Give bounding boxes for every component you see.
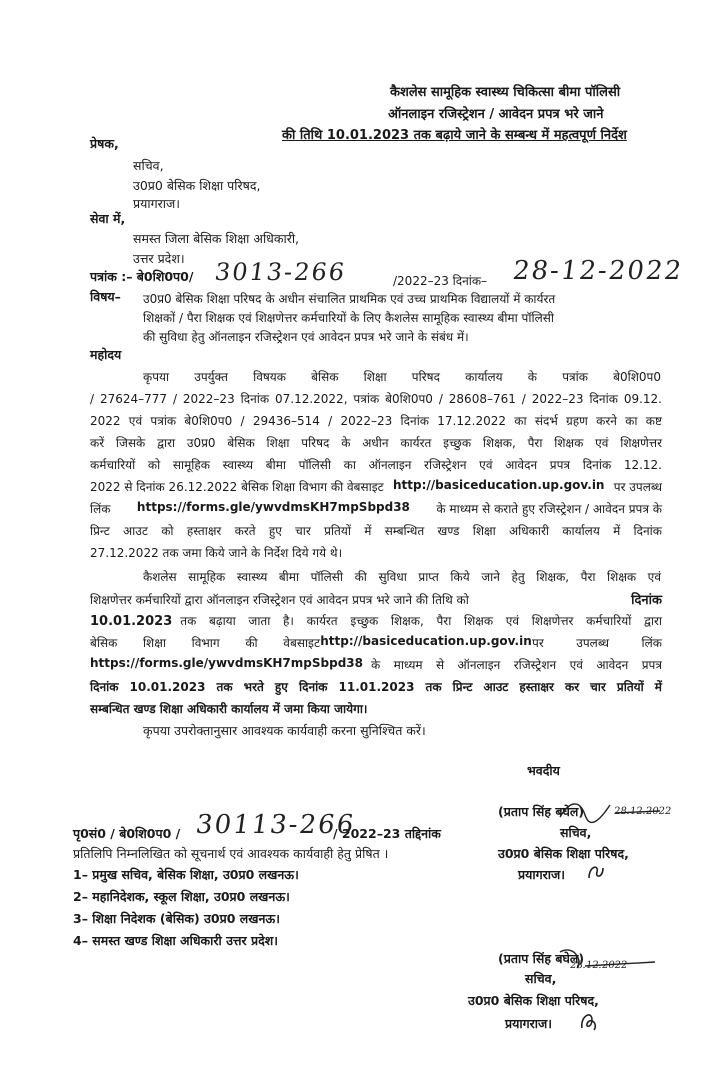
heading-line-2: ऑनलाइन रजिस्ट्रेशन / आवेदन प्रपत्र भरे जाने bbox=[388, 107, 604, 122]
para1-line-3: 2022 एवं पत्रांक बे0शि0प0 / 29436–514 / 2022–23 दिनांक 17.12.2022 का संदर्भ ग्रहण करने का कष्ट bbox=[90, 414, 662, 428]
signatory-name: (प्रताप सिंह बघेल) bbox=[498, 804, 585, 819]
para1-line-6-a: 2022 से दिनांक 26.12.2022 बेसिक शिक्षा विभाग की वेबसाइट bbox=[90, 480, 384, 494]
para1-line-7 bbox=[90, 500, 662, 517]
signatory-title-2: सचिव, bbox=[525, 971, 557, 986]
recipient-line-1: समस्त जिला बेसिक शिक्षा अधिकारी, bbox=[133, 231, 300, 246]
copy-number-handwritten: 30113-266 bbox=[193, 810, 358, 840]
recipient-line-2: उत्तर प्रदेश। bbox=[133, 251, 185, 266]
para2-line-4-b: पर उपलब्ध लिंक bbox=[532, 636, 662, 650]
para1-line-6-b: पर उपलब्ध bbox=[613, 480, 662, 494]
signature-date-2: 28.12.2022 bbox=[569, 960, 629, 971]
copy-prefix: पृ0सं0 / बे0शि0प0 / bbox=[73, 826, 181, 841]
form-link-2[interactable]: https://forms.gle/ywvdmsKH7mpSbpd38 bbox=[90, 656, 363, 670]
form-link[interactable]: https://forms.gle/ywvdmsKH7mpSbpd38 bbox=[136, 500, 410, 514]
para1-line-8: प्रिन्ट आउट को हस्ताक्षर करते हुए चार प्रतियों में सम्बन्धित खण्ड शिक्षा अधिकारी कार्यालय में दिनांक bbox=[90, 524, 662, 538]
signatory-title: सचिव, bbox=[560, 825, 592, 840]
subject-line-1: उ0प्र0 बेसिक शिक्षा परिषद के अधीन संचालित प्राथमिक एवं उच्च प्राथमिक विद्यालयों में कार्यरत bbox=[143, 292, 556, 306]
para1-line-9: 27.12.2022 तक जमा किये जाने के निर्देश दिये गये थे। bbox=[90, 546, 343, 560]
para2-line-4-a: बेसिक शिक्षा विभाग की वेबसाइट bbox=[90, 636, 320, 650]
subject-line-2: शिक्षकों / पैरा शिक्षक एवं शिक्षणेत्तर कर्मचारियों के लिए कैशलेस सामूहिक स्वास्थ्य बीमा पॉलिसी bbox=[143, 311, 554, 325]
para2-line-1: कैशलेस सामूहिक स्वास्थ्य बीमा पॉलिसी की सुविधा प्राप्त किये जाने हेतु शिक्षक, पैरा शिक्षक एवं bbox=[143, 570, 661, 584]
copy-item-3: 3– शिक्षा निदेशक (बेसिक) उ0प्र0 लखनऊ। bbox=[73, 911, 280, 926]
subject-line-3: की सुविधा हेतु ऑनलाइन रजिस्ट्रेशन एवं आवेदन प्रपत्र भरे जाने के संबंध में। bbox=[143, 330, 469, 344]
para1-line-7-a: लिंक bbox=[90, 502, 111, 516]
signature-date-1: 28.12.2022 bbox=[613, 806, 673, 817]
para2-line-3 bbox=[90, 612, 662, 629]
copy-intro: प्रतिलिपि निम्नलिखित को सूचनार्थ एवं आवश्यक कार्यवाही हेतु प्रेषित । bbox=[73, 846, 389, 861]
para1-line-2: / 27624–777 / 2022–23 दिनांक 07.12.2022, पत्रांक बे0शि0प0 / 28608–761 / 2022–23 दिनांक 09.12. bbox=[90, 392, 662, 406]
signatory-city-2: प्रयागराज। bbox=[505, 1016, 553, 1031]
recipient-label: सेवा में, bbox=[90, 211, 126, 226]
para2-line-3-a: 10.01.2023 bbox=[90, 614, 173, 629]
sender-line-2: उ0प्र0 बेसिक शिक्षा परिषद, bbox=[133, 178, 261, 193]
signatory-city: प्रयागराज। bbox=[518, 867, 566, 882]
initial-mark-2 bbox=[578, 1008, 600, 1032]
para1-line-5: कर्मचारियों को सामूहिक स्वास्थ्य बीमा पॉलिसी का ऑनलाइन रजिस्ट्रेशन एवं आवेदन प्रपत्र दिनांक 12.12. bbox=[90, 458, 662, 472]
initial-mark-1 bbox=[585, 860, 607, 882]
signatory-org-2: उ0प्र0 बेसिक शिक्षा परिषद, bbox=[468, 993, 599, 1008]
para2-line-5 bbox=[90, 656, 662, 673]
copy-item-4: 4– समस्त खण्ड शिक्षा अधिकारी उत्तर प्रदेश। bbox=[73, 933, 279, 948]
salutation: महोदय bbox=[90, 347, 122, 362]
closing: भवदीय bbox=[527, 763, 560, 778]
para2-line-4 bbox=[90, 634, 662, 651]
para2-line-6: दिनांक 10.01.2023 तक भरते हुए दिनांक 11.01.2023 तक प्रिन्ट आउट हस्ताक्षर कर चार प्रतियों में bbox=[90, 680, 662, 694]
signatory-org: उ0प्र0 बेसिक शिक्षा परिषद, bbox=[498, 846, 629, 861]
ref-date-handwritten: 28-12-2022 bbox=[510, 256, 686, 286]
para2-line-2 bbox=[90, 590, 662, 608]
para1-line-4: करें जिसके द्वारा उ0प्र0 बेसिक शिक्षा परिषद के अधीन कार्यरत इच्छुक शिक्षक, पैरा शिक्षक एवं शिक्षणेत्तर bbox=[90, 436, 662, 450]
ref-year: /2022–23 दिनांक– bbox=[393, 274, 488, 288]
para2-line-3-b: तक बढ़ाया जाता है। कार्यरत इच्छुक शिक्षक, पैरा शिक्षक एवं शिक्षणेत्तर कर्मचारियों द्वारा bbox=[180, 614, 662, 628]
sender-line-3: प्रयागराज। bbox=[133, 196, 181, 211]
para1-line-6 bbox=[90, 478, 662, 495]
sender-label: प्रेषक, bbox=[90, 136, 119, 151]
para3: कृपया उपरोक्तानुसार आवश्यक कार्यवाही करना सुनिश्चित करें। bbox=[143, 723, 426, 738]
copy-item-2: 2– महानिदेशक, स्कूल शिक्षा, उ0प्र0 लखनऊ। bbox=[73, 889, 290, 904]
website-link[interactable]: http://basiceducation.up.gov.in bbox=[392, 478, 605, 492]
ref-prefix: पत्रांक :– बे0शि0प0/ bbox=[90, 269, 194, 284]
ref-number-handwritten: 3013-266 bbox=[213, 258, 348, 286]
para2-line-5-b: के माध्यम से ऑनलाइन रजिस्ट्रेशन एवं आवेदन प्रपत्र bbox=[371, 658, 662, 672]
subject-label: विषय– bbox=[90, 289, 121, 304]
sender-line-1: सचिव, bbox=[133, 158, 164, 173]
copy-year: / 2022–23 तद्दिनांक bbox=[333, 826, 441, 841]
copy-item-1: 1– प्रमुख सचिव, बेसिक शिक्षा, उ0प्र0 लखनऊ। bbox=[73, 867, 299, 882]
para2-line-7: सम्बन्धित खण्ड शिक्षा अधिकारी कार्यालय में जमा किया जायेगा। bbox=[90, 702, 368, 716]
para1-line-7-b: के माध्यम से कराते हुए रजिस्ट्रेशन / आवेदन प्रपत्र के bbox=[436, 502, 662, 516]
heading-line-3: की तिथि 10.01.2023 तक बढ़ाये जाने के सम्बन्ध में महत्वपूर्ण निर्देश bbox=[282, 128, 627, 143]
para1-line-1: कृपया उपर्युक्त विषयक बेसिक शिक्षा परिषद कार्यालय के पत्रांक बे0शि0प0 bbox=[143, 370, 661, 384]
website-link-2[interactable]: http://basiceducation.up.gov.in bbox=[320, 634, 532, 648]
para2-line-2-b: दिनांक bbox=[631, 593, 662, 608]
para2-line-2-a: शिक्षणेत्तर कर्मचारियों द्वारा ऑनलाइन रजिस्ट्रेशन एवं आवेदन प्रपत्र भरे जाने की तिथि को bbox=[90, 593, 469, 607]
heading-line-1: कैशलेस सामूहिक स्वास्थ्य चिकित्सा बीमा पॉलिसी bbox=[390, 85, 621, 100]
signatory-name-2: (प्रताप सिंह बघेल) bbox=[498, 951, 585, 966]
